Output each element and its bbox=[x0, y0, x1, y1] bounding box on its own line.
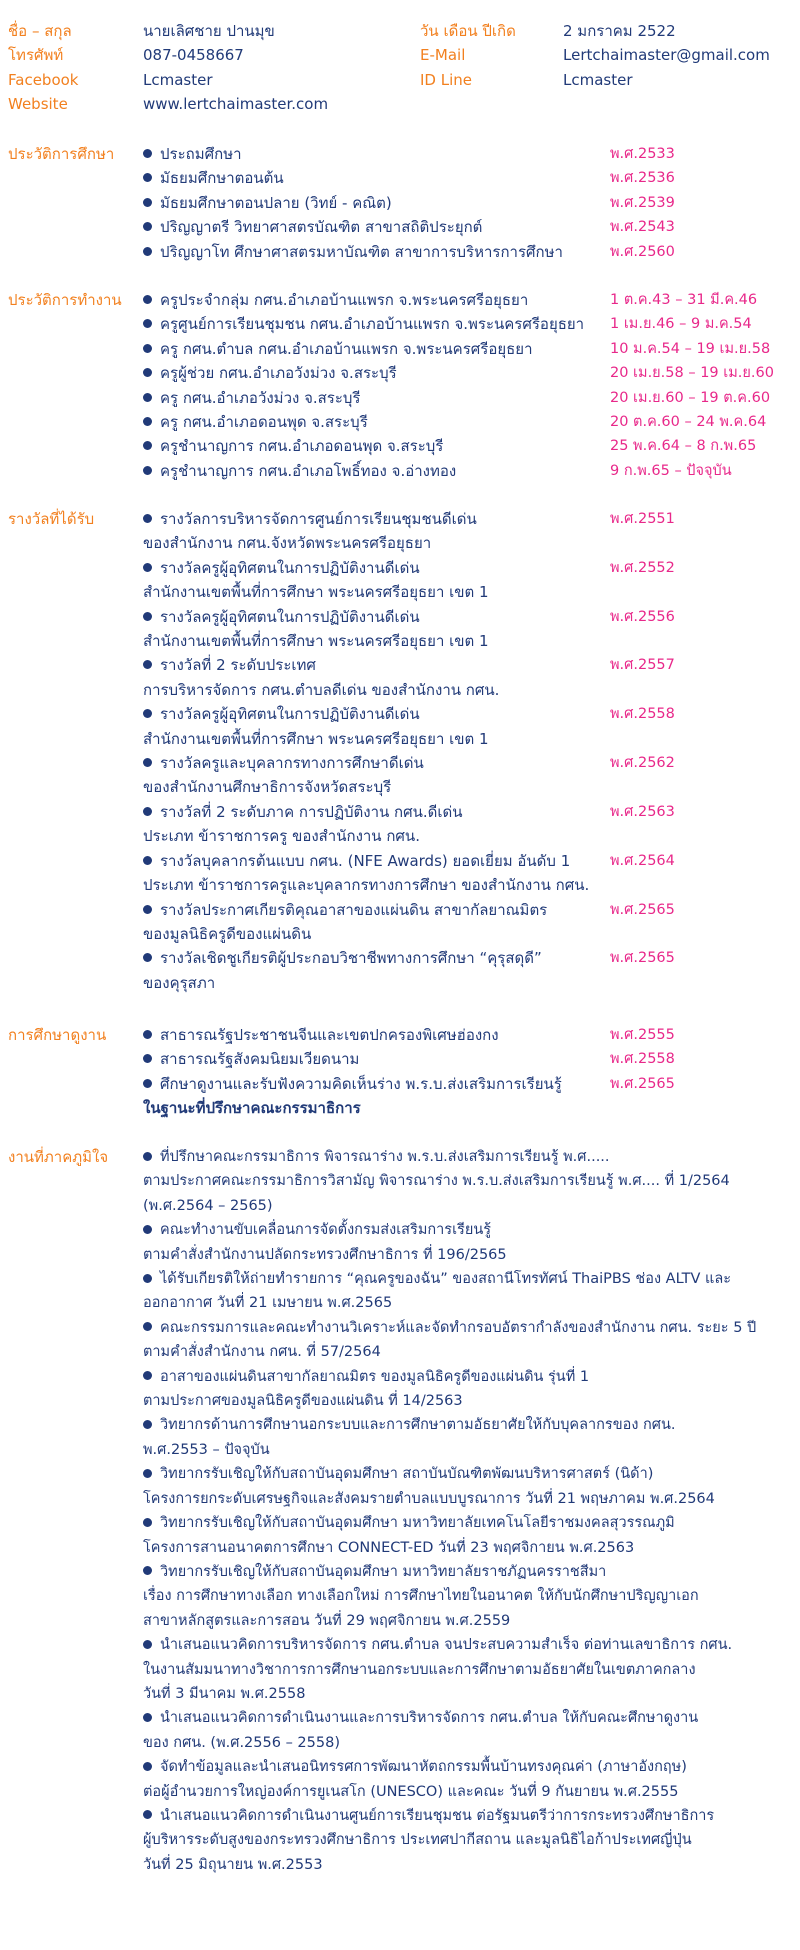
award-item-year: พ.ศ.2565 bbox=[610, 950, 675, 967]
work-item bbox=[8, 410, 792, 434]
work-item bbox=[8, 312, 792, 336]
work-item-period: 20 ต.ค.60 – 24 พ.ค.64 bbox=[610, 414, 767, 431]
proud-work-item bbox=[143, 1462, 788, 1511]
award-item-text: รางวัลเชิดชูเกียรติผู้ประกอบวิชาชีพทางการศึกษา “คุรุสดุดี” bbox=[160, 949, 542, 968]
proud-work-text: วิทยากรรับเชิญให้กับสถาบันอุดมศึกษา มหาวิทยาลัยราชภัฏนครราชสีมา bbox=[160, 1563, 607, 1580]
bullet-icon bbox=[143, 1152, 152, 1161]
work-item-period: 1 เม.ย.46 – 9 ม.ค.54 bbox=[610, 316, 752, 333]
bullet-icon bbox=[143, 1566, 152, 1575]
birthdate-label: วัน เดือน ปีเกิด bbox=[420, 22, 516, 40]
award-item-text: รางวัลบุคลากรต้นแบบ กศน. (NFE Awards) ยอดเยี่ยม อันดับ 1 bbox=[160, 851, 571, 870]
education-item-text: ประถมศึกษา bbox=[160, 145, 242, 163]
bullet-icon bbox=[143, 173, 152, 182]
proud-work-text: ที่ปรึกษาคณะกรรมาธิการ พิจารณาร่าง พ.ร.บ.ส่งเสริมการเรียนรู้ พ.ศ..... bbox=[160, 1149, 610, 1165]
proud-work-text: นำเสนอแนวคิดการดำเนินงานศูนย์การเรียนชุมชน ต่อรัฐมนตรีว่าการกระทรวงศึกษาธิการ bbox=[160, 1807, 715, 1824]
bullet-icon bbox=[143, 807, 152, 816]
proud-work-text: ต่อผู้อำนวยการใหญ่องค์การยูเนสโก (UNESCO) และคณะ วันที่ 9 กันยายน พ.ศ.2555 bbox=[143, 1783, 679, 1800]
education-item-text: มัธยมศึกษาตอนต้น bbox=[160, 169, 284, 188]
email-value[interactable]: Lertchaimaster@gmail.com bbox=[563, 46, 770, 65]
work-item-text: ครูศูนย์การเรียนชุมชน กศน.อำเภอบ้านแพรก จ.พระนครศรีอยุธยา bbox=[160, 315, 585, 334]
award-item-text: รางวัลครูผู้อุทิศตนในการปฏิบัติงานดีเด่น bbox=[160, 705, 420, 724]
birthdate-value: 2 มกราคม 2522 bbox=[563, 22, 676, 40]
bullet-icon bbox=[143, 709, 152, 718]
work-item-text: ครูผู้ช่วย กศน.อำเภอวังม่วง จ.สระบุรี bbox=[160, 364, 397, 383]
work-item-text: ครู กศน.อำเภอวังม่วง จ.สระบุรี bbox=[160, 388, 361, 407]
bullet-icon bbox=[143, 563, 152, 572]
work-item-period: 20 เม.ย.60 – 19 ต.ค.60 bbox=[610, 389, 771, 406]
award-item-detail: สำนักงานเขตพื้นที่การศึกษา พระนครศรีอยุธยา เขต 1 bbox=[143, 632, 489, 651]
proud-work-item bbox=[143, 1511, 788, 1560]
bullet-icon bbox=[143, 1274, 152, 1283]
email-label: E-Mail bbox=[420, 46, 466, 65]
bullet-icon bbox=[143, 247, 152, 256]
bullet-icon bbox=[143, 1518, 152, 1527]
bullet-icon bbox=[143, 1054, 152, 1063]
proud-work-item bbox=[143, 1365, 788, 1414]
proud-work-text: ออกอากาศ วันที่ 21 เมษายน พ.ศ.2565 bbox=[143, 1295, 393, 1312]
education-section bbox=[8, 142, 792, 264]
award-item-year: พ.ศ.2556 bbox=[610, 608, 675, 625]
website-label: Website bbox=[8, 95, 68, 114]
bullet-icon bbox=[143, 466, 152, 475]
award-item bbox=[8, 946, 792, 995]
bullet-icon bbox=[143, 319, 152, 328]
proud-work-text: วิทยากรรับเชิญให้กับสถาบันอุดมศึกษา มหาวิทยาลัยเทคโนโลยีราชมงคลสุวรรณภูมิ bbox=[160, 1515, 675, 1532]
bullet-icon bbox=[143, 1810, 152, 1819]
proud-works-section bbox=[8, 1145, 792, 1877]
proud-work-text: จัดทำข้อมูลและนำเสนอนิทรรศการพัฒนาหัตถกรรมพื้นบ้านทรงคุณค่า (ภาษาอังกฤษ) bbox=[160, 1759, 687, 1776]
phone-label: โทรศัพท์ bbox=[8, 46, 64, 65]
name-value: นายเลิศชาย ปานมุข bbox=[143, 22, 275, 40]
contact-row-website bbox=[8, 92, 792, 116]
award-item bbox=[8, 702, 792, 751]
proud-work-item bbox=[143, 1413, 788, 1462]
proud-work-text: ของ กศน. (พ.ศ.2556 – 2558) bbox=[143, 1734, 340, 1751]
proud-work-text: ได้รับเกียรติให้ถ่ายทำรายการ “คุณครูของฉัน” ของสถานีโทรทัศน์ ThaiPBS ช่อง ALTV และ bbox=[160, 1271, 732, 1288]
award-item-detail: ของมูลนิธิครูดีของแผ่นดิน bbox=[143, 924, 312, 943]
proud-work-text: เรื่อง การศึกษาทางเลือก ทางเลือกใหม่ การศึกษาไทยในอนาคต ให้กับนักศึกษาปริญญาเอก bbox=[143, 1588, 699, 1605]
proud-work-text: นำเสนอแนวคิดการบริหารจัดการ กศน.ตำบล จนประสบความสำเร็จ ต่อท่านเลขาธิการ กศน. bbox=[160, 1637, 733, 1654]
bullet-icon bbox=[143, 1079, 152, 1088]
work-item-period: 25 พ.ค.64 – 8 ก.พ.65 bbox=[610, 438, 757, 455]
bullet-icon bbox=[143, 1371, 152, 1380]
facebook-value[interactable]: Lcmaster bbox=[143, 70, 213, 89]
bullet-icon bbox=[143, 198, 152, 207]
work-item-text: ครูชำนาญการ กศน.อำเภอดอนพุด จ.สระบุรี bbox=[160, 437, 444, 456]
award-item-detail: การบริหารจัดการ กศน.ตำบลดีเด่น ของสำนักงาน กศน. bbox=[143, 680, 500, 699]
education-item-year: พ.ศ.2533 bbox=[610, 146, 675, 162]
work-item bbox=[8, 361, 792, 385]
education-item-year: พ.ศ.2539 bbox=[610, 194, 675, 211]
work-item-period: 20 เม.ย.58 – 19 เม.ย.60 bbox=[610, 365, 774, 382]
work-item-period: 1 ต.ค.43 – 31 มี.ค.46 bbox=[610, 292, 758, 308]
work-item-text: ครู กศน.อำเภอดอนพุด จ.สระบุรี bbox=[160, 413, 368, 432]
education-item bbox=[8, 215, 792, 239]
proud-work-text: ตามคำสั่งสำนักงาน กศน. ที่ 57/2564 bbox=[143, 1344, 381, 1361]
study-trip-item bbox=[8, 1023, 792, 1047]
proud-work-text: โครงการยกระดับเศรษฐกิจและสังคมรายตำบลแบบบูรณาการ วันที่ 21 พฤษภาคม พ.ศ.2564 bbox=[143, 1490, 715, 1507]
bullet-icon bbox=[143, 441, 152, 450]
line-id-label: ID Line bbox=[420, 70, 473, 89]
study-trip-item bbox=[8, 1047, 792, 1071]
award-item-year: พ.ศ.2551 bbox=[610, 511, 675, 527]
awards-section bbox=[8, 507, 792, 995]
work-item bbox=[8, 337, 792, 361]
line-id-value[interactable]: Lcmaster bbox=[563, 70, 633, 89]
education-item bbox=[8, 191, 792, 215]
bullet-icon bbox=[143, 1640, 152, 1649]
awards-title: รางวัลที่ได้รับ bbox=[8, 510, 95, 528]
award-item-year: พ.ศ.2558 bbox=[610, 706, 675, 723]
award-item-text: รางวัลครูและบุคลากรทางการศึกษาดีเด่น bbox=[160, 754, 424, 773]
award-item-detail: ของสำนักงาน กศน.จังหวัดพระนครศรีอยุธยา bbox=[143, 534, 432, 553]
award-item-detail: สำนักงานเขตพื้นที่การศึกษา พระนครศรีอยุธยา เขต 1 bbox=[143, 583, 489, 602]
proud-work-text: พ.ศ.2553 – ปัจจุบัน bbox=[143, 1441, 270, 1458]
bullet-icon bbox=[143, 295, 152, 304]
proud-work-item bbox=[143, 1804, 788, 1877]
proud-work-text: ตามประกาศคณะกรรมาธิการวิสามัญ พิจารณาร่าง พ.ร.บ.ส่งเสริมการเรียนรู้ พ.ศ.... ที่ 1/2564 bbox=[143, 1173, 730, 1190]
bullet-icon bbox=[143, 1469, 152, 1478]
proud-work-text: วิทยากรรับเชิญให้กับสถาบันอุดมศึกษา สถาบันบัณฑิตพัฒนบริหารศาสตร์ (นิด้า) bbox=[160, 1466, 654, 1483]
education-item-text: มัธยมศึกษาตอนปลาย (วิทย์ - คณิต) bbox=[160, 193, 392, 212]
award-item bbox=[8, 800, 792, 849]
bullet-icon bbox=[143, 417, 152, 426]
bullet-icon bbox=[143, 660, 152, 669]
proud-work-text: สาขาหลักสูตรและการสอน วันที่ 29 พฤศจิกายน พ.ศ.2559 bbox=[143, 1612, 511, 1629]
contact-row-phone bbox=[8, 43, 792, 67]
work-item-text: ครู กศน.ตำบล กศน.อำเภอบ้านแพรก จ.พระนครศรีอยุธยา bbox=[160, 339, 533, 358]
award-item-year: พ.ศ.2565 bbox=[610, 901, 675, 918]
award-item-detail: ของสำนักงานศึกษาธิการจังหวัดสระบุรี bbox=[143, 778, 392, 797]
proud-work-item bbox=[143, 1316, 788, 1365]
bullet-icon bbox=[143, 1030, 152, 1039]
award-item-detail: สำนักงานเขตพื้นที่การศึกษา พระนครศรีอยุธยา เขต 1 bbox=[143, 729, 489, 748]
work-item bbox=[8, 434, 792, 458]
bullet-icon bbox=[143, 1420, 152, 1429]
bullet-icon bbox=[143, 1225, 152, 1234]
work-item bbox=[8, 386, 792, 410]
award-item bbox=[8, 898, 792, 947]
award-item-year: พ.ศ.2552 bbox=[610, 559, 675, 576]
award-item bbox=[8, 507, 792, 556]
proud-work-text: นำเสนอแนวคิดการดำเนินงานและการบริหารจัดการ กศน.ตำบล ให้กับคณะศึกษาดูงาน bbox=[160, 1710, 699, 1727]
study-trip-item-detail: ในฐานะที่ปรึกษาคณะกรรมาธิการ bbox=[143, 1099, 361, 1118]
bullet-icon bbox=[143, 149, 152, 158]
bullet-icon bbox=[143, 758, 152, 767]
study-trip-section bbox=[8, 1023, 792, 1121]
proud-work-text: (พ.ศ.2564 – 2565) bbox=[143, 1197, 273, 1214]
education-item bbox=[8, 240, 792, 264]
proud-work-text: คณะกรรมการและคณะทำงานวิเคราะห์และจัดทำกรอบอัตรากำลังของสำนักงาน กศน. ระยะ 5 ปี bbox=[160, 1319, 757, 1336]
study-trip-item-text: สาธารณรัฐสังคมนิยมเวียดนาม bbox=[160, 1050, 360, 1069]
bullet-icon bbox=[143, 393, 152, 402]
contact-row-facebook bbox=[8, 68, 792, 92]
work-item-text: ครูประจำกลุ่ม กศน.อำเภอบ้านแพรก จ.พระนครศรีอยุธยา bbox=[160, 291, 529, 309]
study-trip-item-text: สาธารณรัฐประชาชนจีนและเขตปกครองพิเศษฮ่องกง bbox=[160, 1026, 499, 1044]
education-item-year: พ.ศ.2560 bbox=[610, 243, 675, 260]
study-trip-title: การศึกษาดูงาน bbox=[8, 1026, 107, 1044]
website-link[interactable]: www.lertchaimaster.com bbox=[143, 95, 329, 114]
education-item bbox=[8, 142, 792, 166]
award-item-detail: ประเภท ข้าราชการครู ของสำนักงาน กศน. bbox=[143, 827, 420, 846]
award-item bbox=[8, 849, 792, 898]
proud-work-item bbox=[143, 1706, 788, 1755]
award-item-text: รางวัลการบริหารจัดการศูนย์การเรียนชุมชนดีเด่น bbox=[160, 510, 477, 528]
proud-work-text: โครงการสานอนาคตการศึกษา CONNECT-ED วันที่ 23 พฤศจิกายน พ.ศ.2563 bbox=[143, 1539, 635, 1556]
proud-works-list bbox=[143, 1145, 788, 1877]
proud-work-text: ตามประกาศของมูลนิธิครูดีของแผ่นดิน ที่ 14/2563 bbox=[143, 1393, 463, 1410]
study-trip-item-text: ศึกษาดูงานและรับฟังความคิดเห็นร่าง พ.ร.บ.ส่งเสริมการเรียนรู้ bbox=[160, 1074, 562, 1093]
study-trip-item bbox=[8, 1072, 792, 1121]
award-item-text: รางวัลครูผู้อุทิศตนในการปฏิบัติงานดีเด่น bbox=[160, 558, 420, 577]
award-item-year: พ.ศ.2562 bbox=[610, 755, 675, 772]
award-item-year: พ.ศ.2563 bbox=[610, 803, 675, 820]
proud-work-item bbox=[143, 1560, 788, 1633]
bullet-icon bbox=[143, 953, 152, 962]
bullet-icon bbox=[143, 1713, 152, 1722]
bullet-icon bbox=[143, 905, 152, 914]
proud-work-text: วันที่ 3 มีนาคม พ.ศ.2558 bbox=[143, 1685, 306, 1702]
education-item-text: ปริญญาโท ศึกษาศาสตรมหาบัณฑิต สาขาการบริหารการศึกษา bbox=[160, 242, 563, 261]
education-item bbox=[8, 166, 792, 190]
bullet-icon bbox=[143, 1762, 152, 1771]
bullet-icon bbox=[143, 222, 152, 231]
bullet-icon bbox=[143, 368, 152, 377]
work-item-period: 9 ก.พ.65 – ปัจจุบัน bbox=[610, 462, 732, 479]
award-item-detail: ของคุรุสภา bbox=[143, 973, 216, 992]
work-item-text: ครูชำนาญการ กศน.อำเภอโพธิ์ทอง จ.อ่างทอง bbox=[160, 461, 457, 480]
contact-info bbox=[8, 19, 792, 117]
proud-work-text: วิทยากรด้านการศึกษานอกระบบและการศึกษาตามอัธยาศัยให้กับบุคลากรของ กศน. bbox=[160, 1417, 676, 1434]
award-item-detail: ประเภท ข้าราชการครูและบุคลากรทางการศึกษา ของสำนักงาน กศน. bbox=[143, 876, 590, 895]
award-item-year: พ.ศ.2564 bbox=[610, 852, 675, 869]
education-item-year: พ.ศ.2543 bbox=[610, 219, 675, 236]
award-item-text: รางวัลครูผู้อุทิศตนในการปฏิบัติงานดีเด่น bbox=[160, 607, 420, 626]
proud-work-text: คณะทำงานขับเคลื่อนการจัดตั้งกรมส่งเสริมการเรียนรู้ bbox=[160, 1222, 492, 1239]
proud-work-text: ในงานสัมมนาทางวิชาการการศึกษานอกระบบและการศึกษาตามอัธยาศัยในเขตภาคกลาง bbox=[143, 1661, 696, 1678]
award-item-year: พ.ศ.2557 bbox=[610, 657, 675, 674]
bullet-icon bbox=[143, 1322, 152, 1331]
work-history-section bbox=[8, 288, 792, 483]
contact-row-name bbox=[8, 19, 792, 43]
award-item-text: รางวัลที่ 2 ระดับภาค การปฏิบัติงาน กศน.ดีเด่น bbox=[160, 802, 463, 821]
award-item-text: รางวัลที่ 2 ระดับประเทศ bbox=[160, 656, 316, 675]
award-item bbox=[8, 653, 792, 702]
work-history-title: ประวัติการทำงาน bbox=[8, 291, 122, 309]
facebook-label: Facebook bbox=[8, 70, 79, 89]
bullet-icon bbox=[143, 514, 152, 523]
education-item-text: ปริญญาตรี วิทยาศาสตรบัณฑิต สาขาสถิติประยุกต์ bbox=[160, 218, 483, 237]
education-title: ประวัติการศึกษา bbox=[8, 145, 115, 163]
proud-work-text: ตามคำสั่งสำนักงานปลัดกระทรวงศึกษาธิการ ที่ 196/2565 bbox=[143, 1246, 507, 1263]
proud-work-text: ผู้บริหารระดับสูงของกระทรวงศึกษาธิการ ประเทศปากีสถาน และมูลนิธิไอก้าประเทศญี่ปุ่น bbox=[143, 1832, 692, 1849]
proud-work-item bbox=[143, 1218, 788, 1267]
proud-work-text: อาสาของแผ่นดินสาขากัลยาณมิตร ของมูลนิธิครูดีของแผ่นดิน รุ่นที่ 1 bbox=[160, 1368, 590, 1385]
award-item bbox=[8, 751, 792, 800]
proud-work-item bbox=[143, 1267, 788, 1316]
study-trip-item-year: พ.ศ.2558 bbox=[610, 1051, 675, 1068]
proud-work-item bbox=[143, 1145, 788, 1218]
bullet-icon bbox=[143, 612, 152, 621]
work-item bbox=[8, 288, 792, 312]
award-item bbox=[8, 556, 792, 605]
study-trip-item-year: พ.ศ.2565 bbox=[610, 1075, 675, 1092]
bullet-icon bbox=[143, 344, 152, 353]
proud-work-item bbox=[143, 1755, 788, 1804]
proud-work-item bbox=[143, 1633, 788, 1706]
work-item bbox=[8, 459, 792, 483]
proud-work-text: วันที่ 25 มิถุนายน พ.ศ.2553 bbox=[143, 1856, 323, 1873]
award-item bbox=[8, 605, 792, 654]
proud-works-title: งานที่ภาคภูมิใจ bbox=[8, 1148, 109, 1166]
award-item-text: รางวัลประกาศเกียรติคุณอาสาของแผ่นดิน สาขากัลยาณมิตร bbox=[160, 900, 548, 919]
phone-value[interactable]: 087-0458667 bbox=[143, 46, 244, 65]
education-item-year: พ.ศ.2536 bbox=[610, 170, 675, 187]
study-trip-item-year: พ.ศ.2555 bbox=[610, 1027, 675, 1043]
bullet-icon bbox=[143, 856, 152, 865]
work-item-period: 10 ม.ค.54 – 19 เม.ย.58 bbox=[610, 340, 771, 357]
name-label: ชื่อ – สกุล bbox=[8, 22, 72, 40]
